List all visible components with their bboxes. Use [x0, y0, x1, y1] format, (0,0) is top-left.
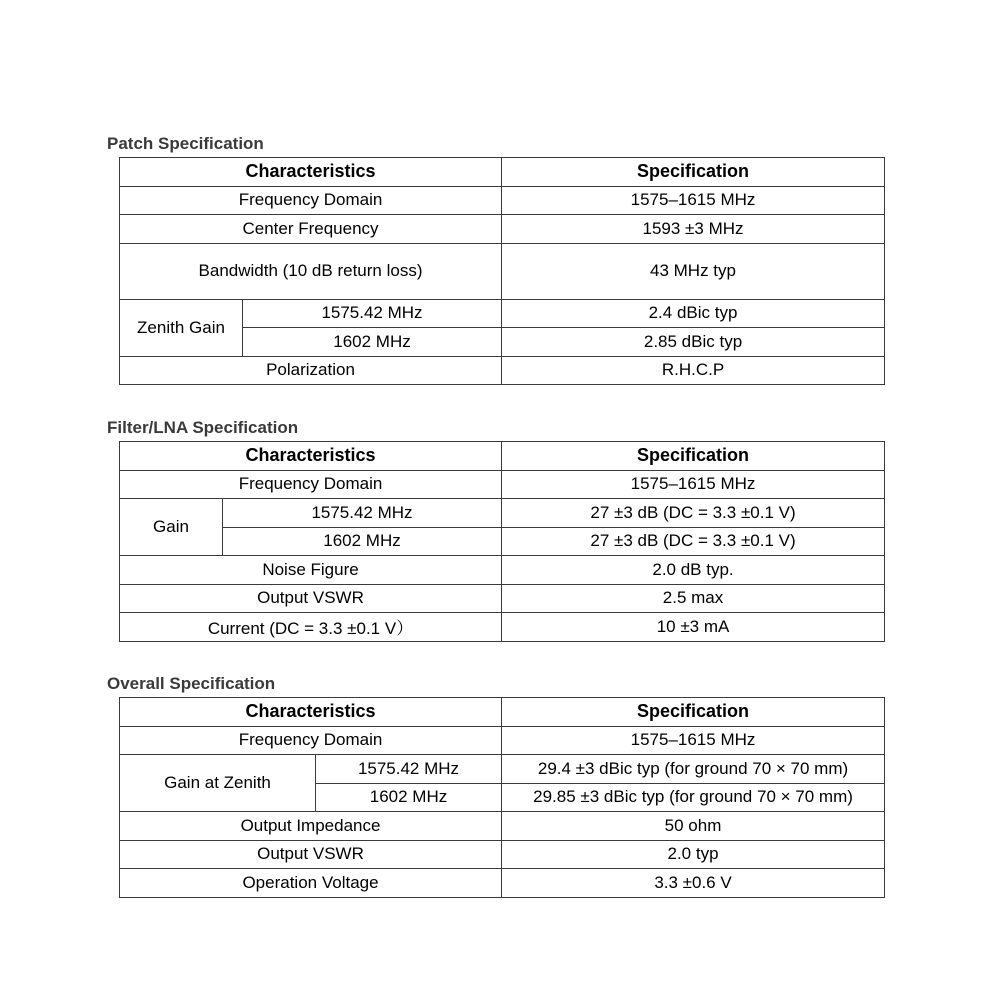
row-value: 10 ±3 mA [502, 613, 885, 642]
filter-section-title: Filter/LNA Specification [107, 418, 299, 437]
table-row [120, 186, 885, 215]
row-value: 43 MHz typ [502, 243, 885, 299]
row-label: Output VSWR [120, 584, 502, 613]
row-value: 50 ohm [502, 812, 885, 841]
table-row [120, 584, 885, 613]
overall-section-title: Overall Specification [107, 674, 276, 693]
table-row [120, 869, 885, 898]
row-value: 3.3 ±0.6 V [502, 869, 885, 898]
row-sub-label: 1575.42 MHz [316, 755, 502, 784]
table-header-row [120, 442, 885, 471]
row-label: Center Frequency [120, 215, 502, 244]
row-label: Frequency Domain [120, 470, 502, 499]
table-row [120, 243, 885, 299]
table-row [120, 556, 885, 585]
patch-section-title: Patch Specification [107, 134, 264, 153]
row-value: 1593 ±3 MHz [502, 215, 885, 244]
row-group-label: Zenith Gain [120, 299, 243, 356]
table-row [120, 299, 885, 328]
row-value: 29.85 ±3 dBic typ (for ground 70 × 70 mm) [502, 783, 885, 812]
row-label: Current (DC = 3.3 ±0.1 V） [120, 613, 502, 642]
row-value: 1575–1615 MHz [502, 186, 885, 215]
row-sub-label: 1575.42 MHz [223, 499, 502, 528]
row-sub-label: 1602 MHz [223, 527, 502, 556]
row-value: 27 ±3 dB (DC = 3.3 ±0.1 V) [502, 527, 885, 556]
header-specification: Specification [502, 158, 885, 187]
table-row [120, 812, 885, 841]
row-label: Polarization [120, 356, 502, 385]
row-label: Bandwidth (10 dB return loss) [120, 243, 502, 299]
row-value: 2.5 max [502, 584, 885, 613]
row-value: 29.4 ±3 dBic typ (for ground 70 × 70 mm) [502, 755, 885, 784]
table-row [120, 215, 885, 244]
row-label: Frequency Domain [120, 186, 502, 215]
row-label: Operation Voltage [120, 869, 502, 898]
row-value: 1575–1615 MHz [502, 726, 885, 755]
table-header-row [120, 698, 885, 727]
filter-spec-table [119, 441, 885, 642]
table-row [120, 356, 885, 385]
row-value: 2.0 dB typ. [502, 556, 885, 585]
row-label: Output Impedance [120, 812, 502, 841]
table-row [120, 726, 885, 755]
row-value: R.H.C.P [502, 356, 885, 385]
header-characteristics: Characteristics [120, 442, 502, 471]
table-row [120, 840, 885, 869]
header-specification: Specification [502, 442, 885, 471]
table-header-row [120, 158, 885, 187]
row-group-label: Gain [120, 499, 223, 556]
header-characteristics: Characteristics [120, 158, 502, 187]
row-label: Frequency Domain [120, 726, 502, 755]
row-label: Output VSWR [120, 840, 502, 869]
table-row [120, 527, 885, 556]
row-value: 1575–1615 MHz [502, 470, 885, 499]
row-group-label: Gain at Zenith [120, 755, 316, 812]
row-value: 2.4 dBic typ [502, 299, 885, 328]
overall-spec-table [119, 697, 885, 898]
table-row [120, 755, 885, 784]
table-row [120, 499, 885, 528]
table-row [120, 613, 885, 642]
row-sub-label: 1602 MHz [243, 328, 502, 357]
row-sub-label: 1602 MHz [316, 783, 502, 812]
row-value: 27 ±3 dB (DC = 3.3 ±0.1 V) [502, 499, 885, 528]
row-sub-label: 1575.42 MHz [243, 299, 502, 328]
row-value: 2.0 typ [502, 840, 885, 869]
row-value: 2.85 dBic typ [502, 328, 885, 357]
header-characteristics: Characteristics [120, 698, 502, 727]
header-specification: Specification [502, 698, 885, 727]
row-label: Noise Figure [120, 556, 502, 585]
table-row [120, 470, 885, 499]
patch-spec-table [119, 157, 885, 385]
